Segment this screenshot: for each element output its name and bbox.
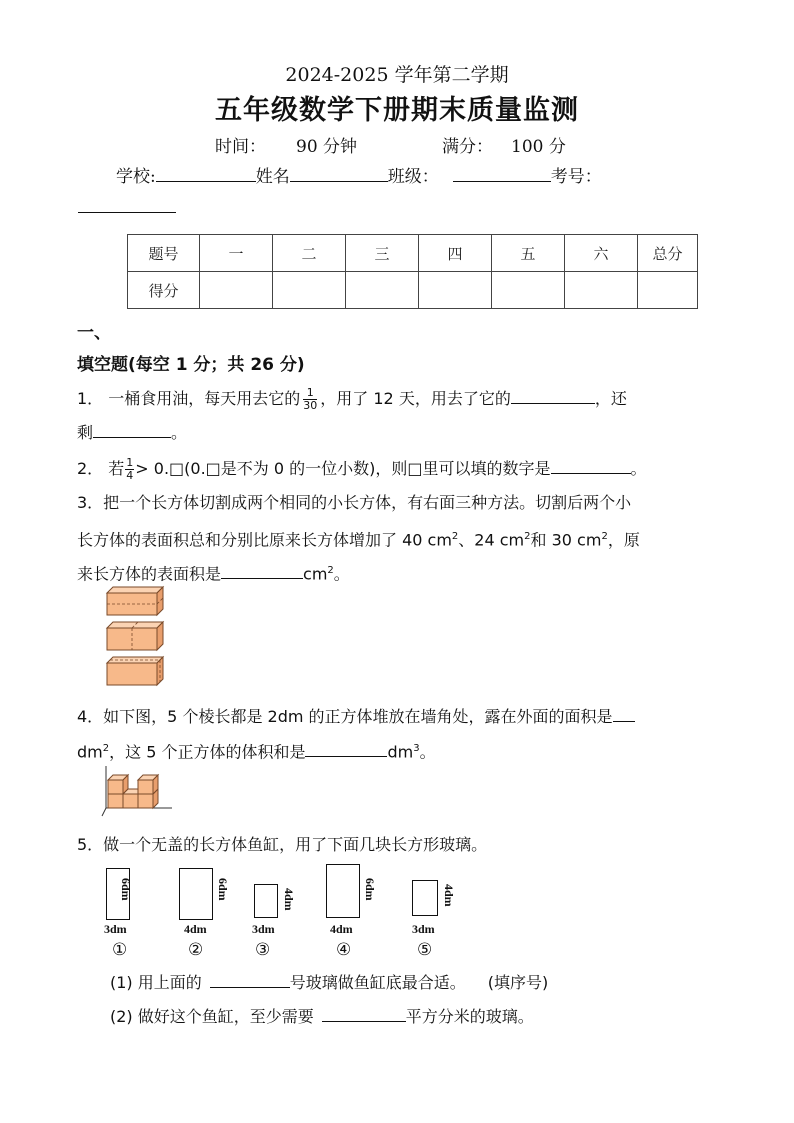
- section-number: 一、: [77, 323, 111, 343]
- score-cell[interactable]: [565, 272, 638, 309]
- question-2: [77, 452, 647, 486]
- cuboid-cut-2: [107, 622, 163, 650]
- q1-fraction: [303, 387, 317, 412]
- q5-sub1-text: 号玻璃做鱼缸底最合适。: [289, 973, 466, 992]
- exam-no-field[interactable]: [78, 212, 176, 213]
- q2-text: 。: [630, 459, 647, 478]
- score-table: [127, 234, 698, 309]
- q3-text: 来长方体的表面积是: [77, 564, 222, 584]
- glass-4-width: 4dm: [330, 922, 353, 936]
- score-cell[interactable]: [419, 272, 492, 309]
- question-1-line1: [77, 382, 627, 416]
- page-title: 五年级数学下册期末质量监测: [215, 95, 579, 126]
- q1-text: 。: [171, 423, 188, 442]
- score-label: 满分：: [442, 137, 493, 157]
- score-value: 100 分: [511, 137, 566, 157]
- glass-1-height: 6dm: [119, 878, 133, 901]
- q2-text: 2． 若: [77, 459, 125, 478]
- q1-text: 1． 一桶食用油，每天用去它的: [77, 389, 301, 408]
- q3-text: 、24 cm: [458, 530, 525, 550]
- q2-text: > 0.□(0.□是不为 0 的一位小数)，则□里可以填的数字是: [135, 459, 551, 478]
- q3-text: 。: [333, 564, 350, 584]
- glass-5-width: 3dm: [412, 922, 435, 936]
- q4-blank-1[interactable]: [613, 705, 635, 722]
- fraction-numerator: 1: [303, 387, 317, 400]
- q2-blank[interactable]: [551, 457, 631, 474]
- table-cell: 得分: [128, 272, 200, 309]
- stacked-cubes-figure: [100, 764, 175, 820]
- q1-text: ，用了 12 天，用去了它的: [320, 389, 511, 408]
- q1-text: ，还: [594, 389, 627, 408]
- score-cell[interactable]: [273, 272, 346, 309]
- question-3-line2: [77, 520, 640, 557]
- glass-1-number: ①: [112, 940, 128, 960]
- question-5: 5．做一个无盖的长方体鱼缸，用了下面几块长方形玻璃。: [77, 835, 488, 854]
- school-label: 学校:: [116, 167, 156, 187]
- student-info-line: [116, 162, 602, 187]
- superscript: 2: [601, 531, 608, 542]
- q5-sub1-hint: (填序号): [487, 973, 549, 992]
- superscript: 3: [413, 743, 420, 754]
- glass-panel-5: [412, 880, 438, 916]
- superscript: 2: [524, 531, 531, 542]
- superscript: 2: [451, 531, 459, 542]
- q5-sub2-text: (2) 做好这个鱼缸，至少需要: [110, 1007, 314, 1026]
- table-cell: 一: [200, 235, 273, 272]
- fraction-denominator: 30: [303, 399, 318, 412]
- q5-sub2-text: 平方分米的玻璃。: [405, 1007, 534, 1026]
- class-field[interactable]: [453, 165, 551, 182]
- score-cell[interactable]: [200, 272, 273, 309]
- glass-1-width: 3dm: [104, 922, 127, 936]
- fraction-numerator: 1: [126, 456, 134, 469]
- q4-text: 。: [419, 742, 436, 762]
- score-cell[interactable]: [638, 272, 698, 309]
- glass-4-number: ④: [336, 940, 352, 960]
- cuboid-cut-3: [107, 657, 163, 685]
- glass-panel-3: [254, 884, 278, 918]
- q1-blank-1[interactable]: [511, 387, 595, 404]
- score-table-score-row: [128, 272, 698, 309]
- question-4-line1: [77, 700, 635, 734]
- q3-text: cm: [303, 564, 328, 584]
- score-cell[interactable]: [346, 272, 419, 309]
- time-label: 时间：: [215, 137, 266, 157]
- superscript: 2: [102, 743, 110, 754]
- fraction-denominator: 4: [126, 469, 134, 482]
- name-field[interactable]: [290, 165, 388, 182]
- q4-text: dm: [387, 742, 414, 762]
- glass-2-number: ②: [188, 940, 204, 960]
- glass-panel-2: [179, 868, 213, 920]
- section-title: 填空题(每空 1 分；共 26 分): [77, 355, 305, 375]
- table-cell: 四: [419, 235, 492, 272]
- q1-text: 剩: [77, 423, 94, 442]
- q4-blank-2[interactable]: [305, 740, 387, 757]
- glass-4-height: 6dm: [363, 878, 377, 901]
- time-value: 90 分钟: [296, 137, 358, 157]
- class-label: 班级：: [387, 167, 439, 187]
- score-table-header-row: [128, 235, 698, 272]
- table-cell: 三: [346, 235, 419, 272]
- question-1-line2: [77, 416, 187, 450]
- q5-blank-2[interactable]: [322, 1005, 406, 1022]
- superscript: 2: [327, 565, 334, 576]
- glass-3-number: ③: [255, 940, 271, 960]
- glass-2-height: 6dm: [216, 878, 230, 901]
- glass-panels-figure: [100, 864, 460, 964]
- q3-text: 长方体的表面积总和分别比原来长方体增加了 40 cm: [77, 530, 452, 550]
- q4-text: ，这 5 个正方体的体积和是: [109, 742, 306, 762]
- cuboid-cut-figures: [105, 585, 167, 690]
- school-field[interactable]: [156, 165, 256, 182]
- q4-text: dm: [77, 742, 103, 762]
- question-3-line1: 3．把一个长方体切割成两个相同的小长方体，有右面三种方法。切割后两个小: [77, 493, 632, 512]
- q4-text: 4．如下图，5 个棱长都是 2dm 的正方体堆放在墙角处，露在外面的面积是: [77, 707, 613, 726]
- table-cell: 题号: [128, 235, 200, 272]
- glass-5-height: 4dm: [442, 884, 456, 907]
- glass-2-width: 4dm: [184, 922, 207, 936]
- q5-blank-1[interactable]: [210, 971, 290, 988]
- name-label: 姓名: [255, 167, 290, 187]
- glass-3-width: 3dm: [252, 922, 275, 936]
- cuboid-cut-1: [107, 587, 163, 615]
- table-cell: 五: [492, 235, 565, 272]
- q3-blank[interactable]: [221, 562, 303, 579]
- question-5-sub1: [110, 966, 548, 1000]
- q5-sub1-text: (1) 用上面的: [110, 973, 202, 992]
- glass-panel-4: [326, 864, 360, 918]
- term-heading: 2024-2025 学年第二学期: [285, 64, 509, 86]
- exam-no-label: 考号：: [550, 167, 602, 187]
- q1-blank-2[interactable]: [93, 421, 171, 438]
- table-cell: 二: [273, 235, 346, 272]
- glass-5-number: ⑤: [417, 940, 433, 960]
- q2-fraction: [125, 457, 134, 482]
- glass-3-height: 4dm: [282, 888, 296, 911]
- table-cell: 六: [565, 235, 638, 272]
- q3-text: ，原: [607, 530, 640, 550]
- question-5-sub2: [110, 1000, 534, 1034]
- table-cell: 总分: [638, 235, 698, 272]
- score-cell[interactable]: [492, 272, 565, 309]
- q3-text: 和 30 cm: [530, 530, 602, 550]
